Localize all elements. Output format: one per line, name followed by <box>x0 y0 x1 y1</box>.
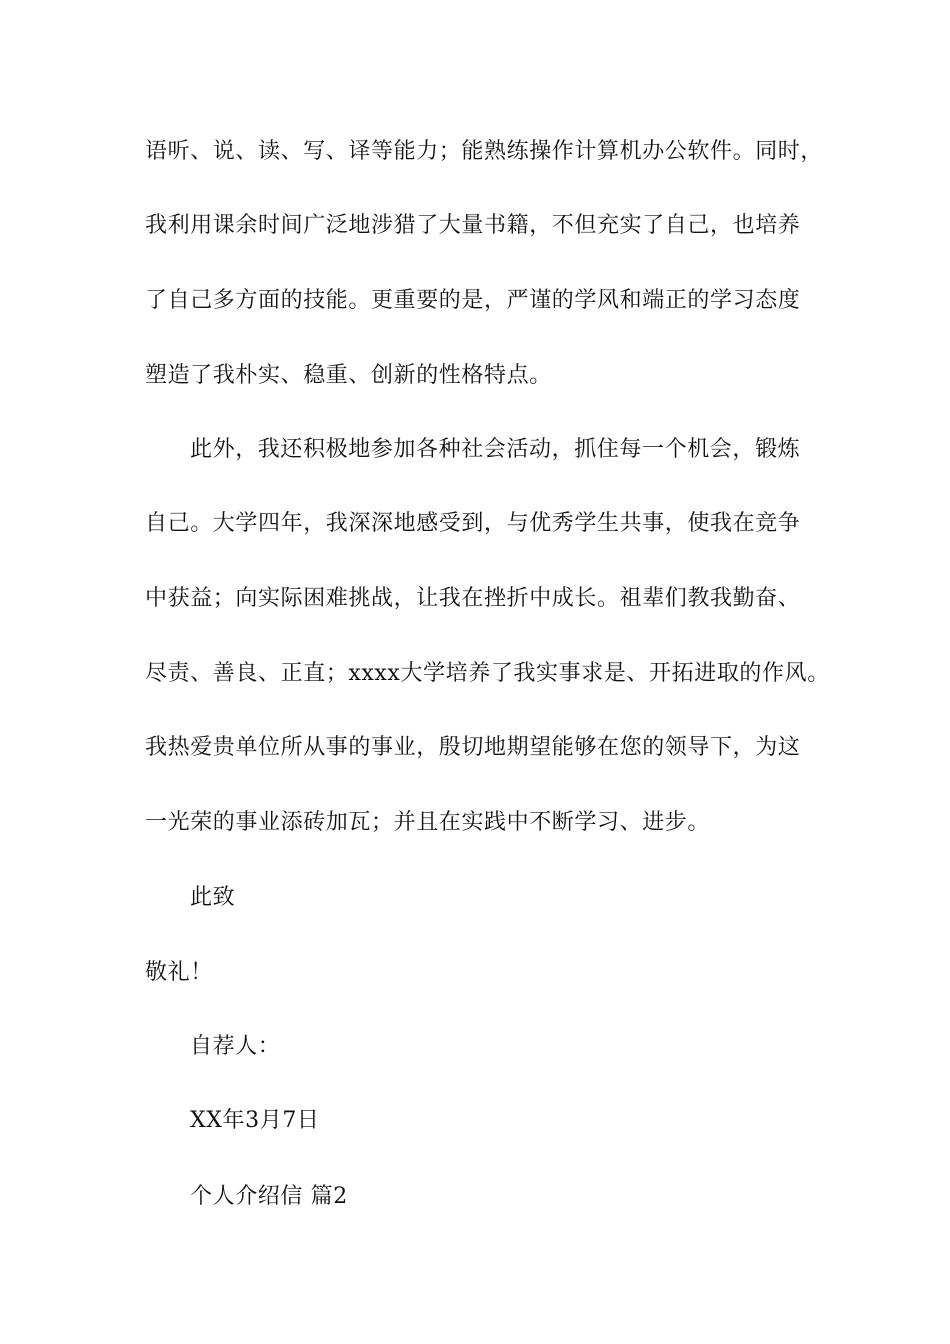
paragraph-1-line-1: 语听、说、读、写、译等能力；能熟练操作计算机办公软件。同时， <box>145 139 824 164</box>
paragraph-2-line-5: 我热爱贵单位所从事的事业，殷切地期望能够在您的领导下，为这 <box>145 735 801 760</box>
paragraph-2-line-4: 尽责、善良、正直；xxxx大学培养了我实事求是、开拓进取的作风。 <box>145 661 830 686</box>
paragraph-1-line-4: 塑造了我朴实、稳重、创新的性格特点。 <box>145 363 552 388</box>
paragraph-2-line-2: 自己。大学四年，我深深地感受到，与优秀学生共事，使我在竞争 <box>145 511 801 536</box>
paragraph-1-line-2: 我利用课余时间广泛地涉猎了大量书籍，不但充实了自己，也培养 <box>145 213 801 238</box>
closing-salutation-2: 敬礼！ <box>145 960 213 985</box>
signer-label: 自荐人： <box>190 1034 281 1059</box>
closing-salutation-1: 此致 <box>190 885 236 910</box>
paragraph-2-line-3: 中获益；向实际困难挑战，让我在挫折中成长。祖辈们教我勤奋、 <box>145 586 801 611</box>
next-section-title: 个人介绍信 篇2 <box>190 1184 348 1209</box>
paragraph-1-line-3: 了自己多方面的技能。更重要的是，严谨的学风和端正的学习态度 <box>145 288 801 313</box>
letter-date: XX年3月7日 <box>190 1108 320 1133</box>
paragraph-2-line-1: 此外，我还积极地参加各种社会活动，抓住每一个机会，锻炼 <box>190 437 801 462</box>
paragraph-2-line-6: 一光荣的事业添砖加瓦；并且在实践中不断学习、进步。 <box>145 810 711 835</box>
